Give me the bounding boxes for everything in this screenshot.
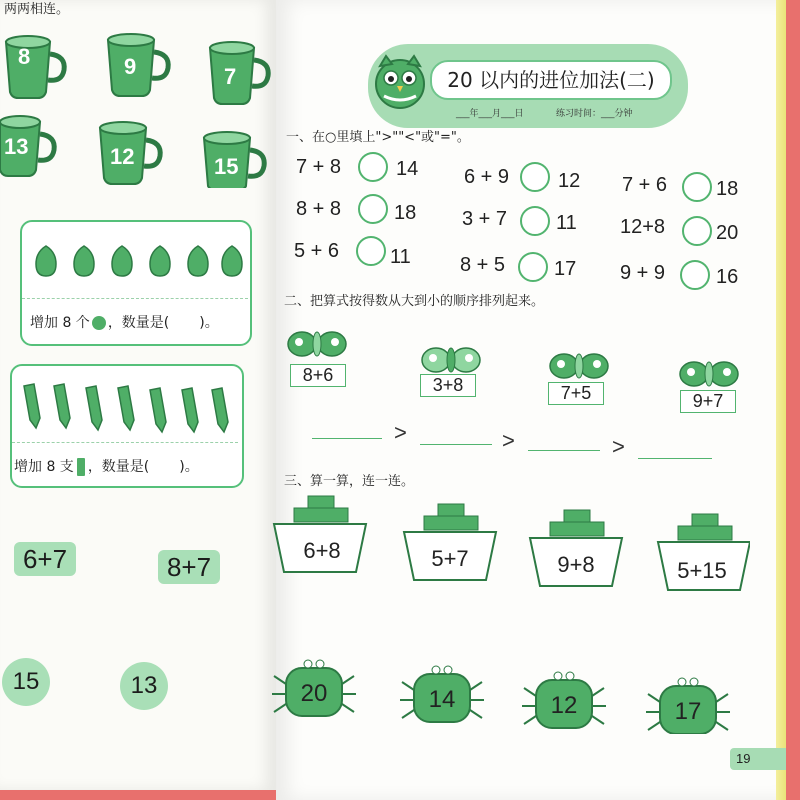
butterfly-expression[interactable]: 3+8 [420,374,476,397]
expr-left: 9 + 9 [620,262,666,284]
expr-right: 14 [396,158,419,180]
fruit-icon [92,316,106,330]
cup-number: 15 [214,154,239,179]
butterfly-icon [422,348,480,372]
crab-number[interactable]: 12 [550,692,578,719]
boat-expression[interactable]: 5+15 [677,558,727,583]
butterfly-expression[interactable]: 9+7 [680,390,736,413]
compare-circle[interactable] [358,194,388,224]
greater-than: > [502,428,515,453]
butterfly-icon [550,354,608,378]
butterfly-icon [680,362,738,386]
book-edge [776,0,786,800]
fruit-icon [150,246,170,276]
crab-number[interactable]: 20 [300,680,328,707]
expr-right: 20 [716,222,739,244]
cup-number: 13 [4,134,29,159]
order-blank[interactable] [638,458,712,459]
date-line: ___年___月___日 [456,109,524,119]
compare-circle[interactable] [518,252,548,282]
boat-expression[interactable]: 5+7 [431,546,469,571]
boat-expression[interactable]: 9+8 [557,552,595,577]
pencil-icon [24,384,40,428]
cup-number: 7 [224,64,237,89]
divider [12,442,238,443]
expr-right: 17 [554,258,577,280]
sum-pill[interactable]: 8+7 [158,550,220,584]
expr-left: 7 + 6 [622,174,668,196]
greater-than: > [612,434,625,459]
expr-left: 12+8 [620,216,666,238]
section1-heading: 一、在○里填上">""<"或"="。 [286,130,470,145]
pencil-icon [86,386,102,430]
expr-left: 8 + 5 [460,254,506,276]
expr-left: 6 + 9 [464,166,510,188]
order-blank[interactable] [528,450,600,451]
fruit-icon [188,246,208,276]
compare-circle[interactable] [358,152,388,182]
compare-circle[interactable] [680,260,710,290]
fruit-icon [74,246,94,276]
expr-right: 18 [716,178,739,200]
greater-than: > [394,420,407,445]
pencil-caption: 增加 8 支 ，数量是( )。 [14,459,199,475]
expr-right: 18 [394,202,417,224]
expr-right: 16 [716,266,739,288]
order-blank[interactable] [420,444,492,445]
fruit-icon [112,246,132,276]
cup-icon [108,34,168,96]
divider [22,298,248,299]
page-title: 20 以内的进位加法(二) [430,60,672,100]
butterfly-expression[interactable]: 7+5 [548,382,604,405]
fruit-icon [222,246,242,276]
pencil-icon [77,458,85,476]
sum-pill[interactable]: 6+7 [14,542,76,576]
butterfly-expression[interactable]: 8+6 [290,364,346,387]
section2-heading: 二、把算式按得数从大到小的顺序排列起来。 [284,294,545,309]
cup-number: 9 [124,54,137,79]
crab-number[interactable]: 14 [428,686,456,713]
answer-circle[interactable]: 13 [120,662,168,710]
pencil-row [20,380,236,436]
crab-number[interactable]: 17 [674,698,702,725]
fruit-icon [36,246,56,276]
compare-circle[interactable] [520,206,550,236]
expr-right: 11 [390,246,411,268]
owl-icon [368,48,432,112]
cup-icon [6,36,64,98]
page-number: 19 [730,748,786,770]
compare-circle[interactable] [520,162,550,192]
cup-icon [210,42,268,104]
expr-right: 11 [556,212,577,234]
expr-left: 3 + 7 [462,208,508,230]
left-instruction: 两两相连。 [4,2,70,17]
pencil-icon [182,388,198,432]
expr-left: 8 + 8 [296,198,342,220]
pencil-icon [212,388,228,432]
fruit-caption: 增加 8 个 ，数量是( )。 [30,315,219,331]
pencil-icon [150,388,166,432]
order-blank[interactable] [312,438,382,439]
practice-time: 练习时间：___分钟 [556,109,633,119]
fruit-row [30,240,250,280]
cup-number: 8 [18,44,31,69]
butterfly-icon [288,332,346,356]
compare-circle[interactable] [682,172,712,202]
cup-number: 12 [110,144,135,169]
expr-left: 5 + 6 [294,240,340,262]
section3-heading: 三、算一算，连一连。 [284,474,415,489]
compare-circle[interactable] [356,236,386,266]
pencil-icon [118,386,134,430]
answer-circle[interactable]: 15 [2,658,50,706]
boat-expression[interactable]: 6+8 [303,538,341,563]
expr-right: 12 [558,170,581,192]
expr-left: 7 + 8 [296,156,342,178]
compare-circle[interactable] [682,216,712,246]
pencil-icon [54,384,70,428]
